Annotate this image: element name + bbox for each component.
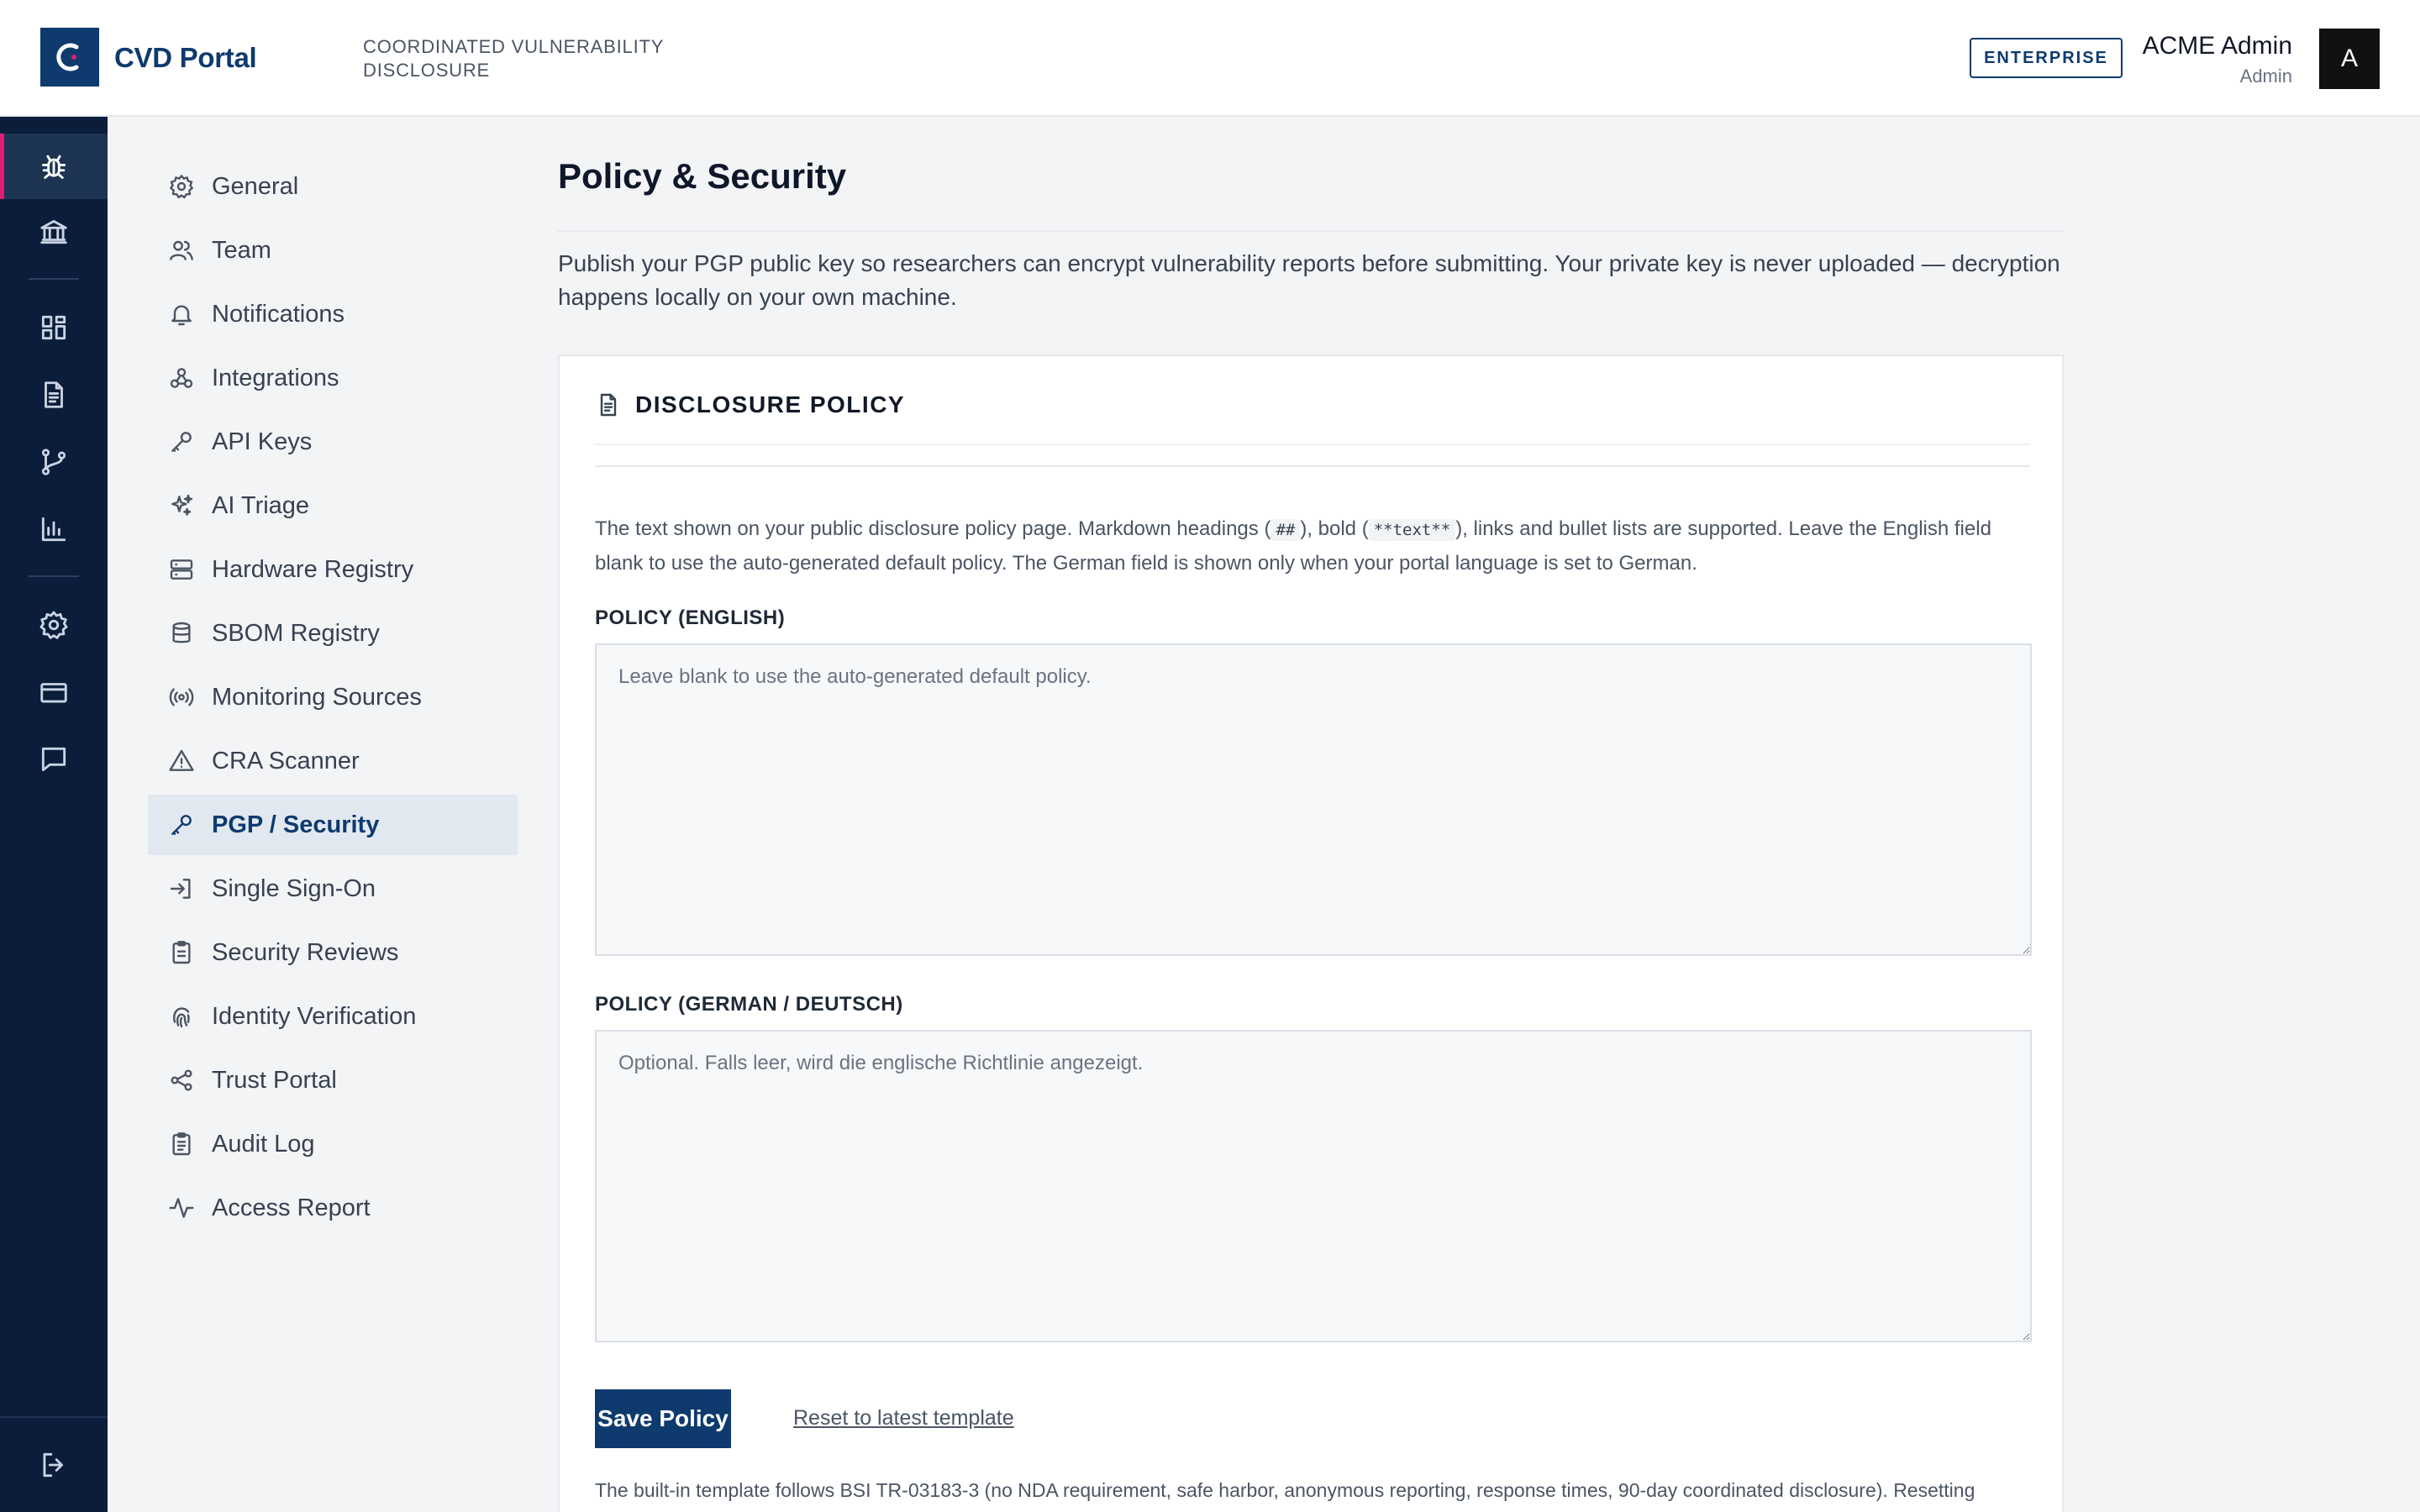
- app-name[interactable]: CVD Portal: [114, 42, 257, 73]
- nav-item-label: API Keys: [212, 428, 313, 455]
- card-divider: [595, 444, 2030, 445]
- fingerprint-icon: [168, 1003, 195, 1030]
- rail-item-messages[interactable]: [0, 727, 108, 792]
- nav-item-label: Hardware Registry: [212, 555, 414, 583]
- server-icon: [168, 556, 195, 583]
- description-text: ), bold (: [1300, 517, 1369, 540]
- nav-item-label: Access Report: [212, 1194, 371, 1221]
- top-header: [0, 0, 2420, 117]
- nav-item-label: Integrations: [212, 364, 339, 391]
- nav-item-access-report[interactable]: [148, 1178, 518, 1238]
- disclosure-policy-card: [558, 354, 2064, 1512]
- nav-item-security-reviews[interactable]: [148, 922, 518, 983]
- reset-template-link[interactable]: Reset to latest template: [793, 1406, 1014, 1430]
- nav-item-ai-triage[interactable]: [148, 475, 518, 536]
- database-icon: [168, 620, 195, 647]
- nav-item-label: Identity Verification: [212, 1002, 417, 1030]
- nav-item-label: CRA Scanner: [212, 747, 360, 774]
- policy-english-textarea[interactable]: [595, 643, 2032, 956]
- share-icon: [168, 1067, 195, 1094]
- nav-item-label: General: [212, 172, 299, 200]
- nav-item-label: Team: [212, 236, 271, 264]
- nav-item-single-sign-on[interactable]: [148, 858, 518, 919]
- nav-item-sbom-registry[interactable]: [148, 603, 518, 664]
- git-branch-icon: [38, 446, 70, 478]
- rail-item-dashboard[interactable]: [0, 295, 108, 360]
- nav-item-team[interactable]: [148, 220, 518, 281]
- title-divider: [558, 230, 2064, 232]
- description-text: The text shown on your public disclosure policy page. Markdown headings (: [595, 517, 1271, 540]
- rail-item-settings[interactable]: [0, 592, 108, 658]
- settings-nav: [148, 156, 518, 1242]
- login-icon: [168, 875, 195, 902]
- icon-rail: [0, 117, 108, 1512]
- bar-chart-icon: [38, 513, 70, 545]
- key-icon: [168, 811, 195, 838]
- bell-icon: [168, 301, 195, 328]
- rail-item-billing[interactable]: [0, 659, 108, 725]
- app-subtitle: COORDINATED VULNERABILITY DISCLOSURE: [363, 36, 664, 81]
- rail-divider: [29, 575, 79, 577]
- credit-card-icon: [38, 676, 70, 708]
- user-name[interactable]: ACME Admin: [2142, 32, 2292, 60]
- policy-german-textarea[interactable]: [595, 1030, 2032, 1342]
- nav-item-general[interactable]: [148, 156, 518, 217]
- nav-item-label: Trust Portal: [212, 1066, 337, 1094]
- card-divider: [595, 465, 2030, 467]
- clipboard-list-icon: [168, 1131, 195, 1158]
- policy-description: [595, 512, 2032, 580]
- dashboard-icon: [38, 312, 70, 344]
- radio-icon: [168, 684, 195, 711]
- code-snippet-heading: ##: [1270, 519, 1300, 541]
- cvd-logo-icon[interactable]: [40, 28, 99, 87]
- nav-item-label: SBOM Registry: [212, 619, 380, 647]
- plan-badge: ENTERPRISE: [1970, 38, 2123, 78]
- rail-item-authorities[interactable]: [0, 199, 108, 265]
- description-text: ), links and bullet lists are supported. Leave the English field blank to use the auto-generated default policy. The German field is shown only when your portal language is set to German.: [595, 517, 1991, 575]
- logout-icon: [38, 1449, 70, 1481]
- avatar[interactable]: A: [2319, 29, 2380, 89]
- main-content: [558, 156, 2064, 314]
- key-icon: [168, 428, 195, 455]
- nav-item-label: PGP / Security: [212, 811, 380, 838]
- page-title: Policy & Security: [558, 156, 847, 196]
- document-icon: [38, 379, 70, 411]
- gear-icon: [38, 609, 70, 641]
- rail-divider: [29, 278, 79, 280]
- nav-item-label: AI Triage: [212, 491, 310, 519]
- gear-icon: [168, 173, 195, 200]
- activity-icon: [168, 1194, 195, 1221]
- bug-icon: [38, 150, 70, 182]
- rail-item-documents[interactable]: [0, 362, 108, 428]
- nav-item-identity-verification[interactable]: [148, 986, 518, 1047]
- policy-german-label: POLICY (GERMAN / DEUTSCH): [595, 993, 903, 1016]
- nav-item-label: Monitoring Sources: [212, 683, 422, 711]
- nav-item-label: Audit Log: [212, 1130, 315, 1158]
- clipboard-icon: [168, 939, 195, 966]
- nav-item-integrations[interactable]: [148, 348, 518, 408]
- page-intro: Publish your PGP public key so researchers can encrypt vulnerability reports before submitting. Your private key is never uploaded — decryption happens locally on your own machine.: [558, 250, 2060, 310]
- template-footnote: The built-in template follows BSI TR-03183-3 (no NDA requirement, safe harbor, anonymous reporting, response times, 90-day coordinated disclosure). Resetting: [595, 1479, 1975, 1501]
- rail-item-logout[interactable]: [0, 1432, 108, 1498]
- nav-item-notifications[interactable]: [148, 284, 518, 344]
- webhook-icon: [168, 365, 195, 391]
- rail-item-reports[interactable]: [0, 134, 108, 199]
- nav-item-label: Single Sign-On: [212, 874, 376, 902]
- nav-item-label: Notifications: [212, 300, 345, 328]
- sparkles-icon: [168, 492, 195, 519]
- bank-icon: [38, 216, 70, 248]
- chat-icon: [38, 743, 70, 775]
- nav-item-trust-portal[interactable]: [148, 1050, 518, 1110]
- nav-item-audit-log[interactable]: [148, 1114, 518, 1174]
- nav-item-cra-scanner[interactable]: [148, 731, 518, 791]
- nav-item-pgp-security[interactable]: [148, 795, 518, 855]
- policy-english-label: POLICY (ENGLISH): [595, 606, 786, 629]
- save-policy-button[interactable]: Save Policy: [595, 1389, 731, 1448]
- rail-divider: [0, 1416, 108, 1418]
- nav-item-monitoring-sources[interactable]: [148, 667, 518, 727]
- nav-item-hardware-registry[interactable]: [148, 539, 518, 600]
- card-title: DISCLOSURE POLICY: [635, 391, 906, 417]
- warning-icon: [168, 748, 195, 774]
- rail-item-analytics[interactable]: [0, 496, 108, 562]
- rail-item-workflows[interactable]: [0, 429, 108, 495]
- code-snippet-bold: **text**: [1369, 519, 1456, 541]
- card-header: [595, 391, 905, 418]
- nav-item-api-keys[interactable]: [148, 412, 518, 472]
- nav-item-label: Security Reviews: [212, 938, 399, 966]
- user-role: Admin: [2239, 66, 2292, 87]
- document-icon: [595, 391, 622, 418]
- users-icon: [168, 237, 195, 264]
